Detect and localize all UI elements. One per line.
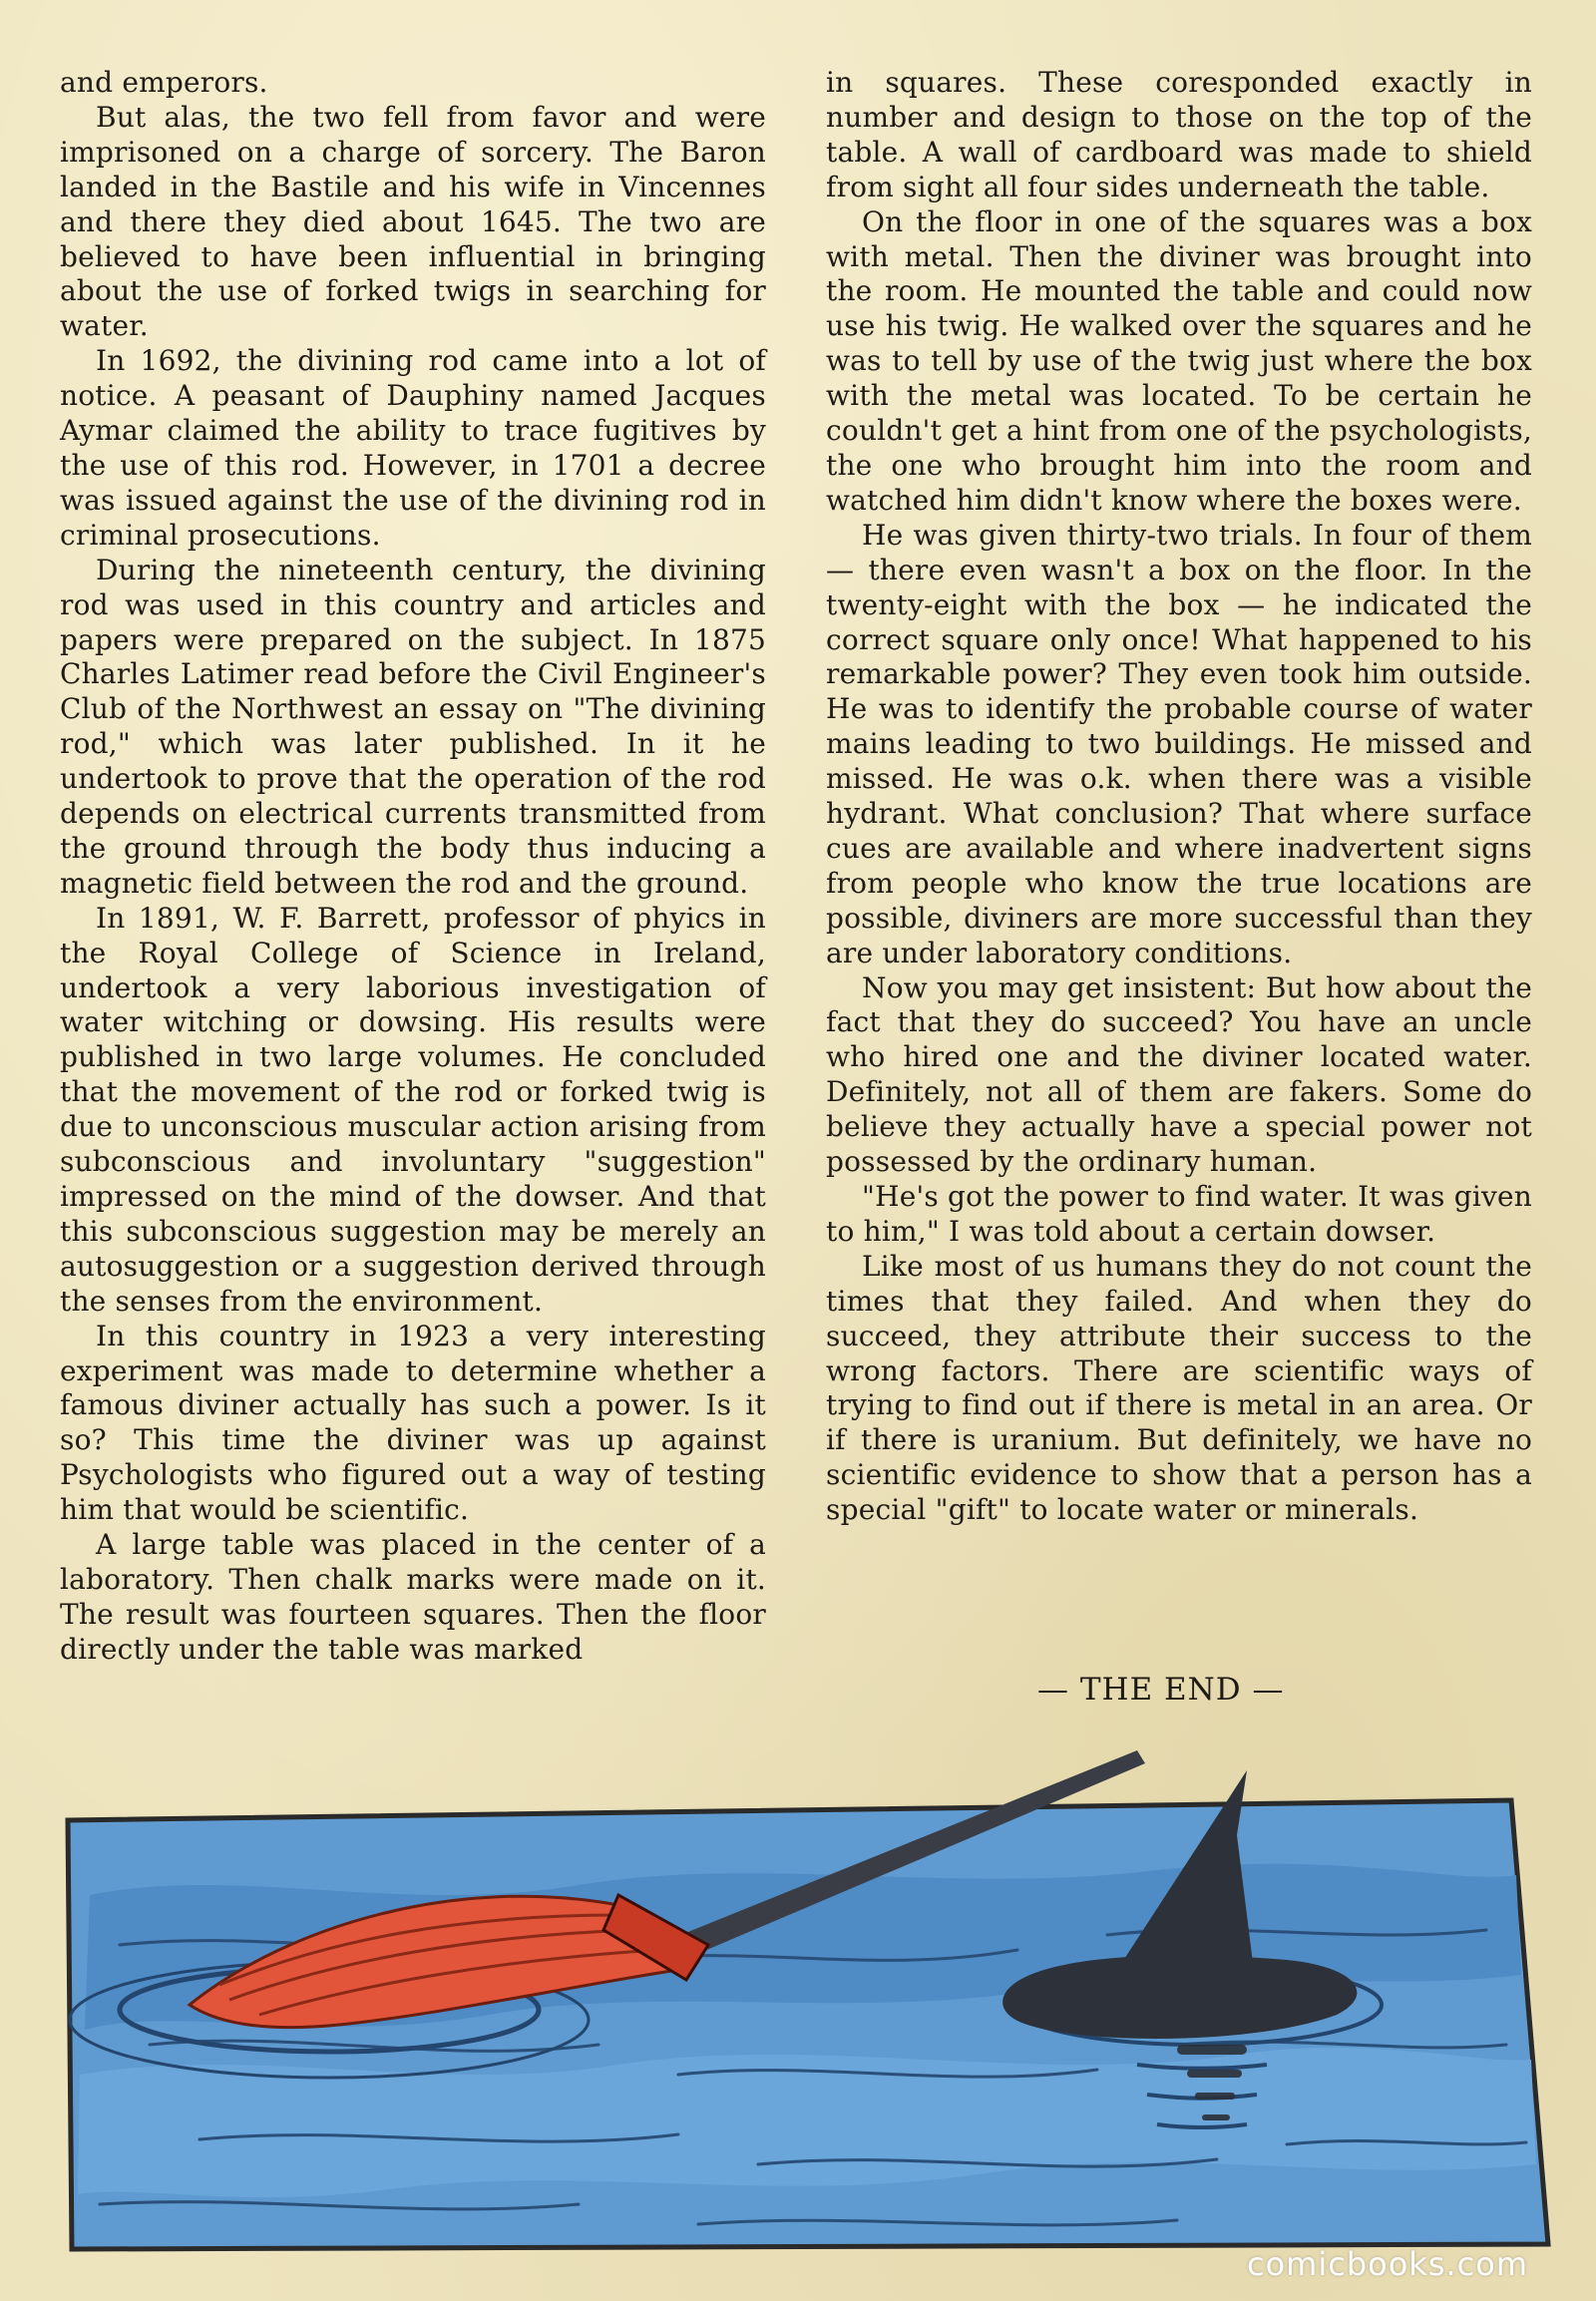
- article-left-column: [60, 66, 766, 1668]
- article-right-column: [826, 66, 1532, 1528]
- paragraph: in squares. These coresponded exactly in number and design to those on the top of the table. A wall of cardboard was made to shield from sight all four sides underneath the table.: [826, 66, 1532, 203]
- paragraph: On the floor in one of the squares was a box with metal. Then the diviner was brought into the room. He mounted the table and could now use his twig. He walked over the squares and he was to tell by use of the twig just where the box with the metal was located. To be certain he couldn't get a hint from one of the psychologists, the one who brought him into the room and watched him didn't know where the boxes were.: [826, 204, 1532, 517]
- paragraph: In 1692, the divining rod came into a lot of notice. A peasant of Dauphiny named Jacques Aymar claimed the ability to trace fugitives by the use of this rod. However, in 1701 a decree was issued against the use of the divining rod in criminal prosecutions.: [60, 344, 766, 552]
- paragraph: In this country in 1923 a very interesting experiment was made to determine whether a famous diviner actually has such a power. Is it so? This time the diviner was up against Psychologists who figured out a way of testing him that would be scientific.: [60, 1319, 766, 1527]
- paragraph: But alas, the two fell from favor and were imprisoned on a charge of sorcery. The Baron landed in the Bastile and his wife in Vincennes and there they died about 1645. The two are believed to have been influential in bringing about the use of forked twigs in searching for water.: [60, 100, 766, 343]
- the-end-label: — THE END —: [1037, 1672, 1285, 1708]
- broom-and-hat-illustration: [60, 1745, 1551, 2254]
- paragraph: "He's got the power to find water. It was given to him," I was told about a certain dowser.: [826, 1180, 1532, 1248]
- paragraph: He was given thirty-two trials. In four of them — there even wasn't a box on the floor. In the twenty-eight with the box — he indicated the correct square only once! What happened to his remarkable power? They even took him outside. He was to identify the probable course of water mains leading to two buildings. He missed and missed. He was o.k. when there was a visible hydrant. What conclusion? That where surface cues are available and where inadvertent signs from people who know the true locations are possible, diviners are more successful than they are under laboratory conditions.: [826, 518, 1532, 969]
- paragraph: In 1891, W. F. Barrett, professor of phyics in the Royal College of Science in Ireland, undertook a very laborious investigation of water witching or dowsing. His results were published in two large volumes. He concluded that the movement of the rod or forked twig is due to unconscious muscular action arising from subconscious and involuntary "suggestion" impressed on the mind of the dowser. And that this subconscious suggestion may be merely an autosuggestion or a suggestion derived through the senses from the environment.: [60, 901, 766, 1318]
- paragraph: Now you may get insistent: But how about the fact that they do succeed? You have an uncle who hired one and the diviner located water. Definitely, not all of them are fakers. Some do believe they actually have a special power not possessed by the ordinary human.: [826, 970, 1532, 1179]
- paragraph: and emperors.: [60, 66, 268, 99]
- paragraph: Like most of us humans they do not count the times that they failed. And when they do succeed, they attribute their success to the wrong factors. There are scientific ways of trying to find out if there is metal in an area. Or if there is uranium. But definitely, we have no scientific evidence to show that a person has a special "gift" to locate water or minerals.: [826, 1249, 1532, 1527]
- watermark: comicbooks.com: [1246, 2245, 1528, 2283]
- paragraph: During the nineteenth century, the divining rod was used in this country and articles and papers were prepared on the subject. In 1875 Charles Latimer read before the Civil Engineer's Club of the Northwest an essay on "The divining rod," which was later published. In it he undertook to prove that the operation of the rod depends on electrical currents transmitted from the ground through the body thus inducing a magnetic field between the rod and the ground.: [60, 553, 766, 900]
- paragraph: A large table was placed in the center of a laboratory. Then chalk marks were made on it. The result was fourteen squares. Then the floor directly under the table was marked: [60, 1528, 766, 1666]
